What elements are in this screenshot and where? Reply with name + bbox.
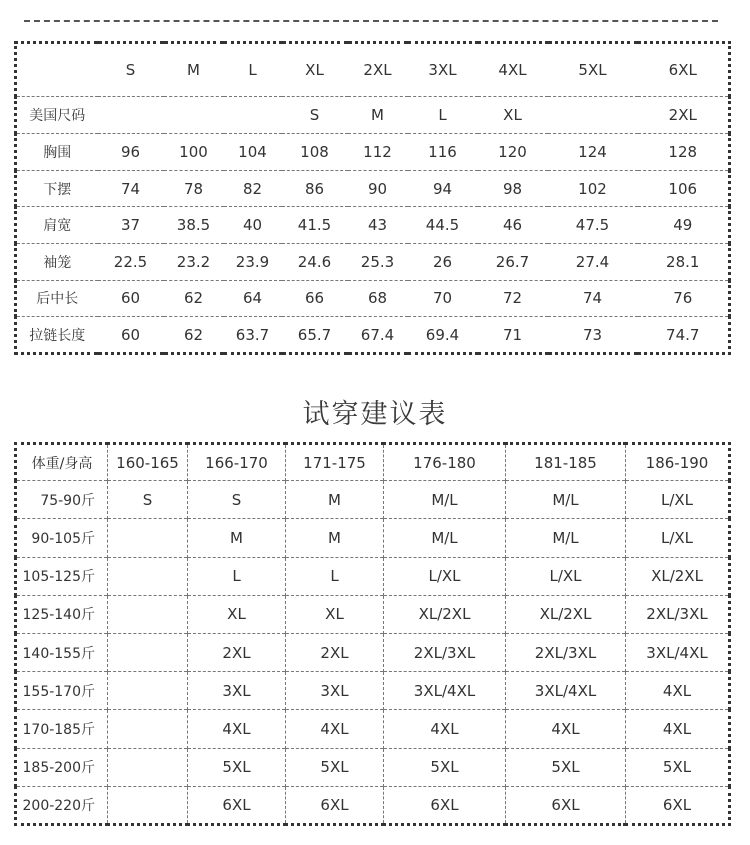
table-cell: M xyxy=(188,519,286,557)
weight-label: 140-155斤 xyxy=(16,633,108,671)
size-header-row xyxy=(16,43,730,97)
table-cell xyxy=(108,557,188,595)
table-cell: M/L xyxy=(506,481,626,519)
table-cell: 26.7 xyxy=(478,244,548,281)
table-cell: 4XL xyxy=(626,710,730,748)
table-cell: 37 xyxy=(98,207,164,244)
table-cell: 76 xyxy=(638,280,730,317)
size-header-2xl: 2XL xyxy=(363,61,392,80)
fit-row xyxy=(16,595,730,633)
top-dashed-divider xyxy=(24,20,718,22)
height-header: 166-170 xyxy=(188,444,286,481)
table-cell: 6XL xyxy=(506,786,626,824)
table-cell: 38.5 xyxy=(164,207,224,244)
weight-label: 75-90斤 xyxy=(16,481,108,519)
table-cell: 5XL xyxy=(188,748,286,786)
table-cell: 70 xyxy=(408,280,478,317)
table-cell: S xyxy=(188,481,286,519)
size-row-shoulder xyxy=(16,207,730,244)
table-cell: 4XL xyxy=(506,710,626,748)
table-cell: 112 xyxy=(348,134,408,171)
table-cell xyxy=(108,633,188,671)
weight-label: 105-125斤 xyxy=(16,557,108,595)
weight-label: 185-200斤 xyxy=(16,748,108,786)
table-cell: 104 xyxy=(224,134,282,171)
table-cell xyxy=(98,97,164,134)
row-label: 胸围 xyxy=(16,134,98,171)
table-cell: 2XL/3XL xyxy=(384,633,506,671)
weight-label: 170-185斤 xyxy=(16,710,108,748)
table-cell: 3XL/4XL xyxy=(506,672,626,710)
table-cell: XL/2XL xyxy=(506,595,626,633)
table-cell: 44.5 xyxy=(408,207,478,244)
table-cell: 41.5 xyxy=(282,207,348,244)
height-header: 176-180 xyxy=(384,444,506,481)
table-cell: 108 xyxy=(282,134,348,171)
fit-suggestion-table xyxy=(14,442,731,826)
height-header: 171-175 xyxy=(286,444,384,481)
fit-row xyxy=(16,633,730,671)
table-cell: S xyxy=(282,97,348,134)
table-cell: L/XL xyxy=(626,481,730,519)
fit-header-row xyxy=(16,444,730,481)
table-cell: 6XL xyxy=(188,786,286,824)
row-label: 美国尺码 xyxy=(16,97,98,134)
table-cell: 67.4 xyxy=(348,317,408,354)
table-cell: 116 xyxy=(408,134,478,171)
table-cell: 6XL xyxy=(384,786,506,824)
table-cell: 60 xyxy=(98,317,164,354)
table-cell: XL xyxy=(478,97,548,134)
size-header-3xl: 3XL xyxy=(428,61,457,80)
size-header-m: M xyxy=(187,61,200,80)
table-cell: 69.4 xyxy=(408,317,478,354)
table-cell: 62 xyxy=(164,280,224,317)
fit-table-title: 试穿建议表 xyxy=(302,399,448,430)
size-header-xl: XL xyxy=(305,61,324,80)
table-cell: M/L xyxy=(384,481,506,519)
table-cell: L xyxy=(188,557,286,595)
table-cell: 100 xyxy=(164,134,224,171)
table-cell: 62 xyxy=(164,317,224,354)
table-cell: S xyxy=(108,481,188,519)
weight-label: 155-170斤 xyxy=(16,672,108,710)
table-cell: 2XL xyxy=(286,633,384,671)
row-label: 袖笼 xyxy=(16,244,98,281)
table-cell: 86 xyxy=(282,170,348,207)
table-cell: 5XL xyxy=(384,748,506,786)
table-cell xyxy=(108,748,188,786)
table-cell: 3XL xyxy=(286,672,384,710)
size-header-4xl: 4XL xyxy=(498,61,527,80)
table-cell: 6XL xyxy=(286,786,384,824)
table-cell: 2XL/3XL xyxy=(506,633,626,671)
table-cell: M xyxy=(286,519,384,557)
table-cell: 65.7 xyxy=(282,317,348,354)
table-cell: 5XL xyxy=(506,748,626,786)
fit-row xyxy=(16,519,730,557)
table-cell: L/XL xyxy=(506,557,626,595)
table-cell: 47.5 xyxy=(548,207,638,244)
weight-height-header: 体重/身高 xyxy=(31,455,93,472)
table-cell: 4XL xyxy=(286,710,384,748)
size-header-5xl: 5XL xyxy=(578,61,607,80)
table-cell: 71 xyxy=(478,317,548,354)
table-cell: 98 xyxy=(478,170,548,207)
table-cell: 2XL/3XL xyxy=(626,595,730,633)
table-cell: 128 xyxy=(638,134,730,171)
table-cell: M/L xyxy=(506,519,626,557)
table-cell: L/XL xyxy=(626,519,730,557)
size-row-us-size xyxy=(16,97,730,134)
row-label: 肩宽 xyxy=(16,207,98,244)
table-cell: 26 xyxy=(408,244,478,281)
table-cell: 2XL xyxy=(638,97,730,134)
row-label: 后中长 xyxy=(16,280,98,317)
table-cell: XL/2XL xyxy=(384,595,506,633)
height-header: 160-165 xyxy=(108,444,188,481)
weight-label: 90-105斤 xyxy=(16,519,108,557)
table-cell: 4XL xyxy=(384,710,506,748)
table-cell: 82 xyxy=(224,170,282,207)
table-cell: 94 xyxy=(408,170,478,207)
table-cell: 2XL xyxy=(188,633,286,671)
table-cell: 43 xyxy=(348,207,408,244)
table-cell: 63.7 xyxy=(224,317,282,354)
size-row-chest xyxy=(16,134,730,171)
fit-row xyxy=(16,748,730,786)
table-cell: 5XL xyxy=(286,748,384,786)
height-header: 181-185 xyxy=(506,444,626,481)
table-cell xyxy=(548,97,638,134)
table-cell: 3XL xyxy=(188,672,286,710)
table-cell: L xyxy=(286,557,384,595)
table-cell: 23.2 xyxy=(164,244,224,281)
fit-row xyxy=(16,672,730,710)
table-cell: 4XL xyxy=(626,672,730,710)
table-cell: 6XL xyxy=(626,786,730,824)
table-cell: XL/2XL xyxy=(626,557,730,595)
weight-label: 200-220斤 xyxy=(16,786,108,824)
table-cell: 40 xyxy=(224,207,282,244)
fit-row xyxy=(16,557,730,595)
header-corner-cell xyxy=(16,43,98,97)
table-cell: 49 xyxy=(638,207,730,244)
table-cell: 5XL xyxy=(626,748,730,786)
table-cell: 22.5 xyxy=(98,244,164,281)
table-cell: 25.3 xyxy=(348,244,408,281)
row-label: 下摆 xyxy=(16,170,98,207)
table-cell: L/XL xyxy=(384,557,506,595)
table-cell: L xyxy=(408,97,478,134)
table-cell xyxy=(108,595,188,633)
table-cell: 4XL xyxy=(188,710,286,748)
table-cell: 28.1 xyxy=(638,244,730,281)
size-row-zipper-length xyxy=(16,317,730,354)
size-header-l: L xyxy=(248,61,257,80)
table-cell: 66 xyxy=(282,280,348,317)
size-header-s: S xyxy=(125,61,136,80)
table-cell: 23.9 xyxy=(224,244,282,281)
table-cell: 74.7 xyxy=(638,317,730,354)
table-cell: 3XL/4XL xyxy=(626,633,730,671)
table-cell: 124 xyxy=(548,134,638,171)
table-cell: M/L xyxy=(384,519,506,557)
table-cell: 3XL/4XL xyxy=(384,672,506,710)
table-cell: XL xyxy=(188,595,286,633)
table-cell xyxy=(224,97,282,134)
row-label: 拉链长度 xyxy=(16,317,98,354)
weight-label: 125-140斤 xyxy=(16,595,108,633)
fit-row xyxy=(16,786,730,824)
table-cell: 46 xyxy=(478,207,548,244)
size-row-hem xyxy=(16,170,730,207)
table-cell: 73 xyxy=(548,317,638,354)
table-cell: 24.6 xyxy=(282,244,348,281)
table-cell: 102 xyxy=(548,170,638,207)
table-cell xyxy=(108,786,188,824)
table-cell: 90 xyxy=(348,170,408,207)
size-chart-table xyxy=(14,41,731,355)
size-header-6xl: 6XL xyxy=(668,61,697,80)
table-cell: 60 xyxy=(98,280,164,317)
table-cell: XL xyxy=(286,595,384,633)
table-cell: 64 xyxy=(224,280,282,317)
table-cell xyxy=(108,519,188,557)
table-cell: 68 xyxy=(348,280,408,317)
table-cell: 78 xyxy=(164,170,224,207)
table-cell: 74 xyxy=(98,170,164,207)
table-cell: M xyxy=(286,481,384,519)
size-row-back-length xyxy=(16,280,730,317)
table-cell: 120 xyxy=(478,134,548,171)
table-cell: 74 xyxy=(548,280,638,317)
table-cell: 106 xyxy=(638,170,730,207)
table-cell xyxy=(108,672,188,710)
table-cell: M xyxy=(348,97,408,134)
table-cell xyxy=(164,97,224,134)
table-cell xyxy=(108,710,188,748)
table-cell: 72 xyxy=(478,280,548,317)
table-cell: 96 xyxy=(98,134,164,171)
size-row-armhole xyxy=(16,244,730,281)
fit-row xyxy=(16,481,730,519)
table-cell: 27.4 xyxy=(548,244,638,281)
fit-row xyxy=(16,710,730,748)
height-header: 186-190 xyxy=(626,444,730,481)
